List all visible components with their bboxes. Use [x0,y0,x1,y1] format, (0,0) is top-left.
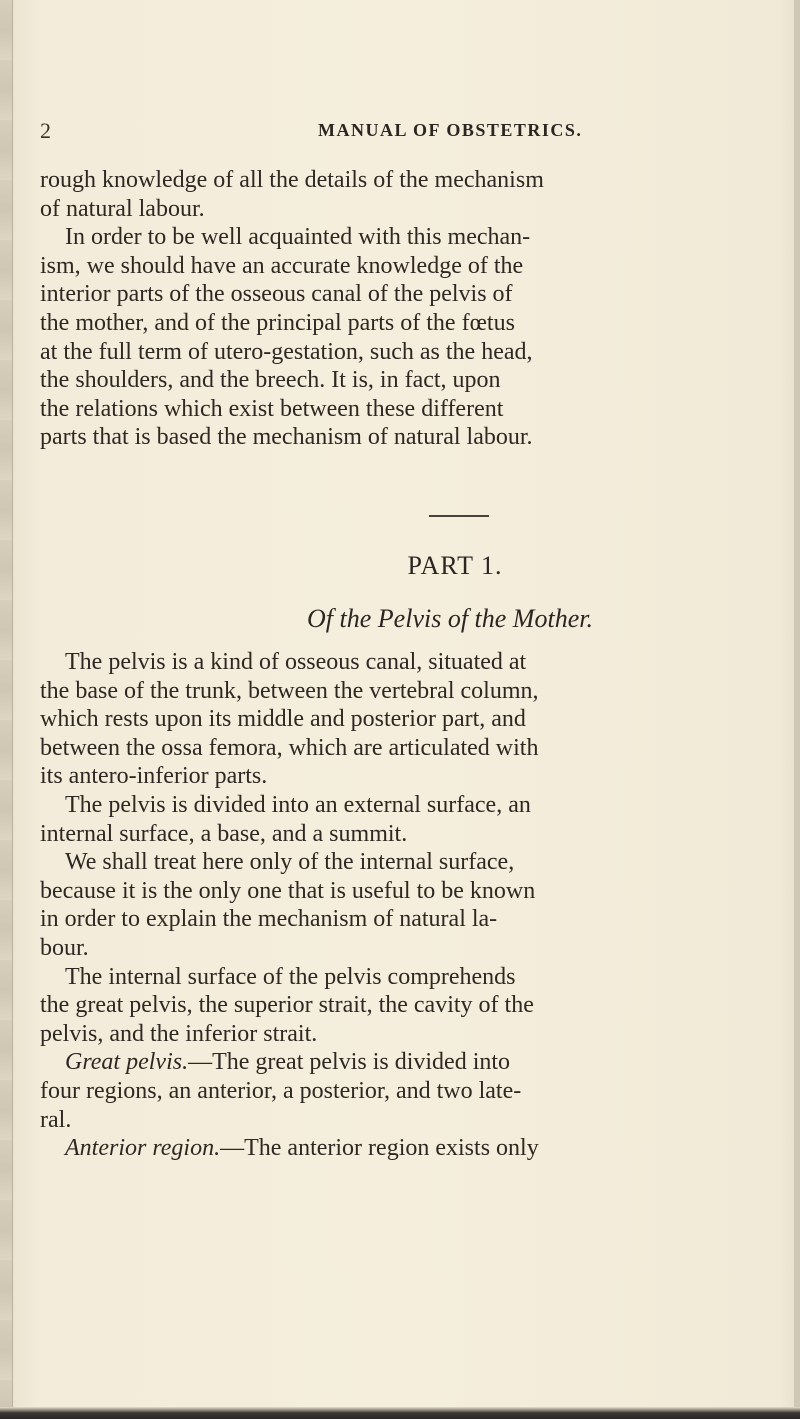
part-heading-text: PART 1. [407,551,503,580]
text-line: the base of the trunk, between the vertebral column, [40,677,539,704]
text-line-anterior-region [40,1134,770,1163]
anterior-region-text: —The anterior region exists only [220,1135,539,1162]
part-heading [0,551,800,581]
text-line: the great pelvis, the superior strait, the cavity of the [40,992,534,1019]
text-line: of natural labour. [40,195,205,222]
body-text-section-1 [40,166,770,452]
running-head: MANUAL OF OBSTETRICS. [318,120,583,140]
anterior-region-label: Anterior region. [65,1135,221,1162]
text-line: parts that is based the mechanism of natural labour. [40,424,533,451]
text-line: pelvis, and the inferior strait. [40,1020,318,1047]
page-number: 2 [40,118,51,143]
body-text-section-2 [40,648,770,1163]
text-line: In order to be well acquainted with this mechan- [65,224,531,251]
text-line: We shall treat here only of the internal surface, [65,849,515,876]
section-divider [429,515,489,517]
text-line: ism, we should have an accurate knowledge of the [40,252,524,279]
book-binding-left [0,0,13,1419]
text-line: at the full term of utero-gestation, such as the head, [40,338,533,365]
great-pelvis-label: Great pelvis. [65,1049,189,1076]
text-line: interior parts of the osseous canal of the pelvis of [40,281,513,308]
text-line: in order to explain the mechanism of natural la- [40,906,498,933]
text-line: The pelvis is divided into an external surface, an [65,791,531,818]
text-line: ral. [40,1106,72,1133]
text-line: because it is the only one that is useful to be known [40,877,536,904]
part-subtitle-text: Of the Pelvis of the Mother. [307,604,593,633]
text-line: its antero-inferior parts. [40,763,268,790]
part-subtitle [0,604,800,634]
page-header [40,118,780,142]
text-line: The internal surface of the pelvis comprehends [65,963,516,990]
text-line: bour. [40,934,89,961]
text-line: the relations which exist between these different [40,395,504,422]
text-line: between the ossa femora, which are articulated with [40,734,539,761]
text-line: rough knowledge of all the details of the mechanism [40,167,544,193]
book-edge-right [794,0,800,1419]
book-edge-bottom [0,1407,800,1419]
text-line-great-pelvis [40,1048,770,1077]
text-line: the shoulders, and the breech. It is, in fact, upon [40,367,501,394]
text-line: which rests upon its middle and posterior part, and [40,706,526,733]
text-line: The pelvis is a kind of osseous canal, situated at [65,649,527,675]
text-line: four regions, an anterior, a posterior, and two late- [40,1077,522,1104]
great-pelvis-text: —The great pelvis is divided into [188,1049,511,1076]
text-line: the mother, and of the principal parts of the fœtus [40,309,515,336]
text-line: internal surface, a base, and a summit. [40,820,408,847]
